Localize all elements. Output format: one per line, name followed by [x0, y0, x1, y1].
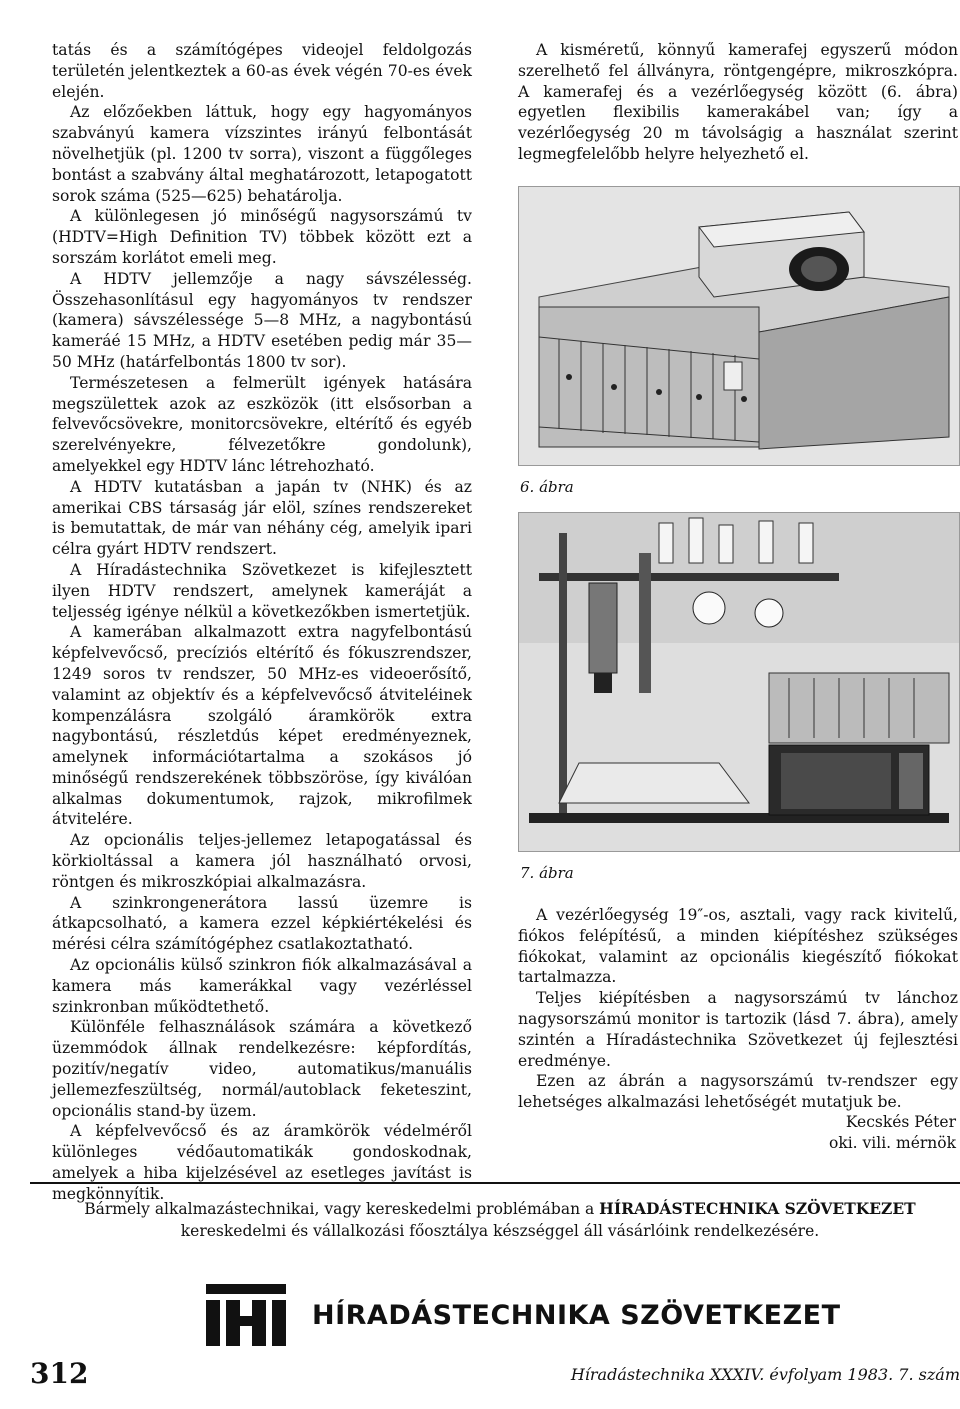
- paragraph: A HDTV jellemzője a nagy sávszélesség. Összehasonlításul egy hagyományos tv rendszer (kamera) sávszélessége 5—8 MHz, a nagybontású kameráé 15 MHz, a HDTV esetében pedig már 35—50 MHz (határfelbontás 1800 tv sor).: [52, 269, 472, 371]
- page-number: 312: [30, 1357, 89, 1390]
- paragraph: Az opcionális teljes-jellemez letapogatással és körkioltással a kamera jól használható orvosi, röntgen és mikroszkópiai alkalmazásra.: [52, 831, 472, 891]
- paragraph: A kamerában alkalmazott extra nagyfelbontású képfelvevőcső, precíziós eltérítő és fókuszrendszer, 1249 soros tv rendszer, 50 MHz-es videoerősítő, valamint az objektív és a képfelvevőcső átviteléinek kompenzálásra szolgáló áramkörök extra nagybontású, részletdús képet eredményeznek, amelynek információtartalma a szokásos jó minőségű rendszerekének többszöröse, így kiválóan alkalmas dokumentumok, rajzok, mikrofilmek átvitelére.: [52, 623, 472, 829]
- paragraph: Természetesen a felmerült igények hatására megszülettek azok az eszközök (itt elsősorban a felvevőcsövekre, monitorcsövekre, eltérítő és egyéb szerelvényekre, félvezetőkre gondolunk), amelyekkel egy HDTV lánc létrehozható.: [52, 373, 472, 475]
- author-title: oki. vili. mérnök: [828, 1134, 956, 1152]
- paragraph: tatás és a számítógépes videojel feldolgozás területén jelentkeztek a 60-as évek végén 70-es évek elején.: [52, 41, 472, 101]
- logo-company-name: HÍRADÁSTECHNIKA SZÖVETKEZET: [312, 1300, 841, 1331]
- right-column-intro: [518, 40, 958, 165]
- camera-control-unit-illustration: [519, 187, 959, 465]
- advert-line-1-prefix: Bármely alkalmazástechnikai, vagy kereskedelmi problémában a: [84, 1200, 595, 1218]
- paragraph: Az előzőekben láttuk, hogy egy hagyományos szabványú kamera vízszintes irányú felbontását növelhetjük (pl. 1200 tv sorra), viszont a függőleges bontást a szabvány által meghatározott, letapogatott sorok száma (525—625) behatárolja.: [52, 103, 472, 205]
- hdtv-system-illustration: [519, 513, 959, 851]
- figure-7-caption: 7. ábra: [520, 864, 574, 882]
- paragraph: A Híradástechnika Szövetkezet is kifejlesztett ilyen HDTV rendszert, amelynek kameráját a teljesség igénye nélkül a következőkben ismertetjük.: [52, 560, 472, 621]
- paragraph: A különlegesen jó minőségű nagysorszámú tv (HDTV=High Definition TV) többek között ezt a sorszám korlátot emeli meg.: [52, 207, 472, 267]
- paragraph: A HDTV kutatásban a japán tv (NHK) és az amerikai CBS társaság jár elöl, színes rendszereket is bemutattak, de már van néhány cég, amelyik ipari célra gyárt HDTV rendszert.: [52, 477, 472, 559]
- author-signature: [829, 1112, 956, 1154]
- paragraph: A kisméretű, könnyű kamerafej egyszerű módon szerelhető fel állványra, röntgengépre, mikroszkópra. A kamerafej és a vezérlőegység között (6. ábra) egyetlen flexibilis kamerakábel van; így a vezérlőegység 20 m távolságig a használat szerint legmegfelelőbb helyre helyezhető el.: [518, 41, 958, 163]
- advert-company: HÍRADÁSTECHNIKA SZÖVETKEZET: [599, 1199, 916, 1218]
- paragraph: Teljes kiépítésben a nagysorszámú tv lánchoz nagysorszámú monitor is tartozik (lásd 7. ábra), amely szintén a Híradástechnika Szövetkezet új fejlesztési eredménye.: [518, 989, 958, 1070]
- right-column-closing: [518, 905, 958, 1113]
- journal-citation: Híradástechnika XXXIV. évfolyam 1983. 7. szám: [570, 1365, 960, 1384]
- paragraph: Az opcionális külső szinkron fiók alkalmazásával a kamera más kamerákkal vagy vezérléssel szinkronban működtethető.: [52, 956, 472, 1016]
- advert-line-1: [40, 1198, 960, 1220]
- advert: [40, 1198, 960, 1242]
- paragraph: Ezen az ábrán a nagysorszámú tv-rendszer egy lehetséges alkalmazási lehetőségét mutatjuk be.: [518, 1072, 958, 1112]
- advert-line-2: kereskedelmi és vállalkozási főosztálya készséggel áll vásárlóink rendelkezésére.: [180, 1222, 820, 1240]
- paragraph: A szinkrongenerátora lassú üzemre is átkapcsolható, a kamera ezzel képkiértékelési és mérési célra számítógéphez csatlakoztatható.: [52, 893, 472, 954]
- paragraph: Különféle felhasználások számára a következő üzemmódok állnak rendelkezésre: képfordítás, pozitív/negatív video, automatikus/manuális jellemezfeszültség, normál/autoblack feketeszint, opcionális stand-by üzem.: [52, 1018, 472, 1120]
- left-column: [52, 40, 472, 1205]
- ht-logo-icon: [200, 1280, 292, 1350]
- paragraph: A képfelvevőcső és az áramkörök védelméről különleges védőautomatikák gondoskodnak, amelyek a hiba kijelzésével az esetleges javítást is megkönnyítik.: [52, 1122, 472, 1203]
- figure-6-caption: 6. ábra: [520, 478, 574, 496]
- company-logo: [200, 1280, 900, 1360]
- paragraph: A vezérlőegység 19″-os, asztali, vagy rack kivitelű, fiókos felépítésű, a minden kiépítéshez szükséges fiókokat, valamint az opcionális kiegészítő fiókokat tartalmazza.: [518, 906, 958, 987]
- separator-rule: [30, 1182, 960, 1184]
- page-footer: [30, 1357, 960, 1397]
- author-name: Kecskés Péter: [845, 1113, 956, 1131]
- figure-7-photo: [518, 512, 960, 852]
- figure-6-photo: [518, 186, 960, 466]
